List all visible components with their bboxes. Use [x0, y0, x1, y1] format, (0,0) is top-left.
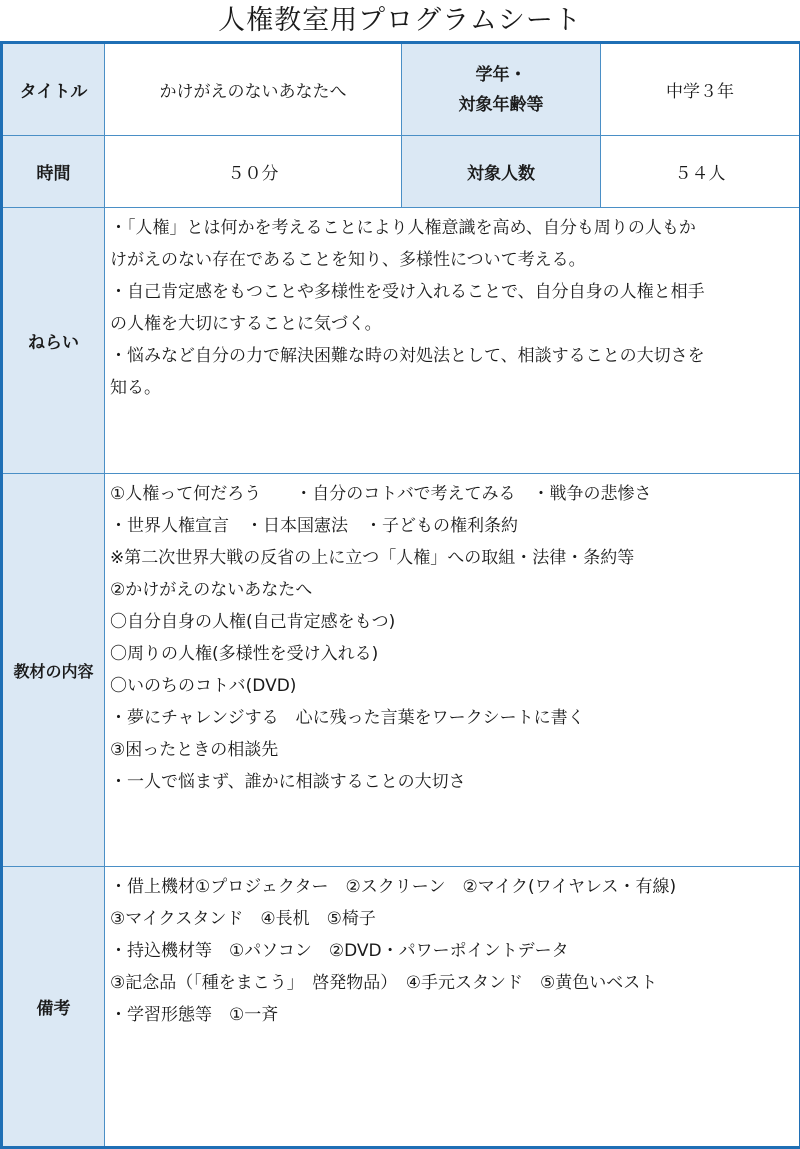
title-value: かけがえのないあなたへ [160, 82, 347, 102]
content-line: 〇自分自身の人権(自己肯定感をもつ) [110, 606, 795, 638]
content-label-cell [2, 474, 105, 867]
content-line: ③困ったときの相談先 [110, 734, 795, 766]
grade-label-line1: 学年・ [402, 60, 600, 90]
aim-line: ・自己肯定感をもつことや多様性を受け入れることで、自分自身の人権と相手 [110, 276, 795, 308]
program-sheet-table [0, 41, 800, 1149]
content-line: ①人権って何だろう ・自分のコトバで考えてみる ・戦争の悲惨さ [110, 478, 795, 510]
content-line: ・夢にチャレンジする 心に残った言葉をワークシートに書く [110, 702, 795, 734]
people-value: ５４人 [675, 164, 726, 184]
content-label: 教材の内容 [13, 662, 93, 681]
aim-label-cell [2, 208, 105, 474]
notes-line: ③記念品（「種をまこう」 啓発物品） ④手元スタンド ⑤黄色いベスト [110, 967, 795, 999]
content-line: ※第二次世界大戦の反省の上に立つ「人権」への取組・法律・条約等 [110, 542, 795, 574]
grade-label-cell [402, 43, 601, 136]
notes-label-cell [2, 867, 105, 1148]
content-text-cell [105, 474, 800, 867]
notes-line: ・借上機材①プロジェクター ②スクリーン ②マイク(ワイヤレス・有線) [110, 871, 795, 903]
time-value-cell [105, 136, 402, 208]
aim-text-cell [105, 208, 800, 474]
aim-line: 知る。 [110, 372, 795, 404]
grade-label-line2: 対象年齢等 [402, 90, 600, 120]
notes-label: 備考 [37, 999, 71, 1019]
content-line: ②かけがえのないあなたへ [110, 574, 795, 606]
people-label: 対象人数 [467, 164, 535, 184]
title-value-cell [105, 43, 402, 136]
time-label-cell [2, 136, 105, 208]
people-value-cell [601, 136, 800, 208]
notes-line: ・学習形態等 ①一斉 [110, 999, 795, 1031]
grade-value: 中学３年 [666, 82, 734, 102]
content-line: ・一人で悩まず、誰かに相談することの大切さ [110, 766, 795, 798]
title-label-cell [2, 43, 105, 136]
grade-value-cell [601, 43, 800, 136]
aim-line: の人権を大切にすることに気づく。 [110, 308, 795, 340]
people-label-cell [402, 136, 601, 208]
sheet-title: 人権教室用プログラムシート [0, 0, 800, 41]
aim-line: ・「人権」とは何かを考えることにより人権意識を高め、自分も周りの人もか [110, 212, 795, 244]
title-label: タイトル [20, 82, 88, 102]
content-line: 〇周りの人権(多様性を受け入れる) [110, 638, 795, 670]
notes-text-cell [105, 867, 800, 1148]
notes-line: ・持込機材等 ①パソコン ②DVD・パワーポイントデータ [110, 935, 795, 967]
aim-line: けがえのない存在であることを知り、多様性について考える。 [110, 244, 795, 276]
content-line: ・世界人権宣言 ・日本国憲法 ・子どもの権利条約 [110, 510, 795, 542]
time-label: 時間 [37, 164, 71, 184]
notes-line: ③マイクスタンド ④長机 ⑤椅子 [110, 903, 795, 935]
aim-line: ・悩みなど自分の力で解決困難な時の対処法として、相談することの大切さを [110, 340, 795, 372]
aim-label: ねらい [28, 333, 79, 353]
time-value: ５０分 [228, 164, 279, 184]
content-line: 〇いのちのコトバ(DVD) [110, 670, 795, 702]
